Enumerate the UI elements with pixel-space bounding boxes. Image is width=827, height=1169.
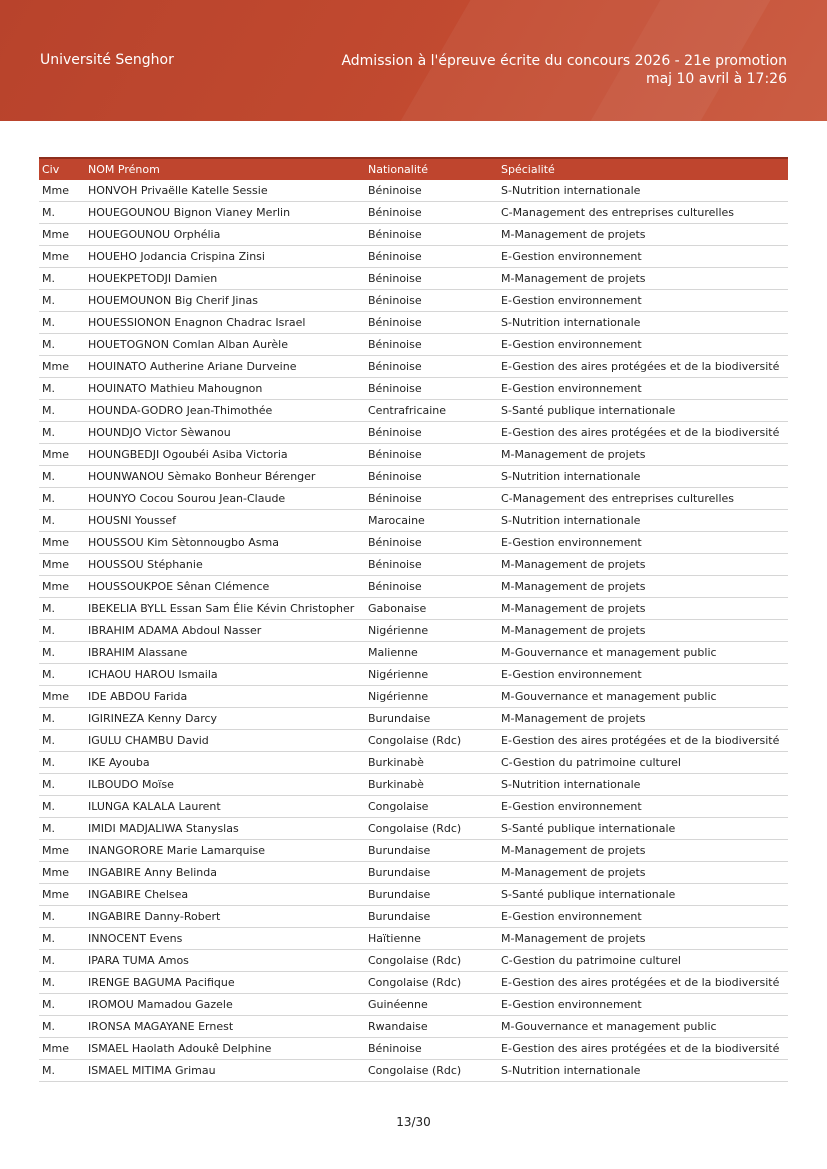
table-row [39,554,788,576]
cell-specialty: M-Management de projets [498,840,788,862]
cell-name: IBRAHIM Alassane [85,642,365,664]
cell-name: IKE Ayouba [85,752,365,774]
cell-specialty: M-Management de projets [498,598,788,620]
cell-name: HOUSSOU Kim Sètonnougbo Asma [85,532,365,554]
cell-name: HOUEKPETODJI Damien [85,268,365,290]
table-row [39,400,788,422]
cell-civ: M. [39,488,85,510]
table-row [39,796,788,818]
cell-civ: M. [39,202,85,224]
column-header-civ: Civ [42,163,60,176]
cell-name: HOUEGOUNOU Bignon Vianey Merlin [85,202,365,224]
cell-name: ISMAEL MITIMA Grimau [85,1060,365,1082]
cell-civ: Mme [39,884,85,906]
table-row [39,466,788,488]
table-row [39,334,788,356]
cell-nationality: Nigérienne [365,664,498,686]
cell-name: HOUINATO Mathieu Mahougnon [85,378,365,400]
table-row [39,840,788,862]
cell-civ: M. [39,928,85,950]
cell-nationality: Congolaise (Rdc) [365,818,498,840]
cell-name: HOUEMOUNON Big Cherif Jinas [85,290,365,312]
cell-name: INGABIRE Danny-Robert [85,906,365,928]
cell-specialty: M-Management de projets [498,620,788,642]
cell-specialty: M-Gouvernance et management public [498,1016,788,1038]
cell-civ: M. [39,906,85,928]
cell-name: IRENGE BAGUMA Pacifique [85,972,365,994]
page-number: 13/30 [396,1115,431,1129]
cell-civ: Mme [39,356,85,378]
cell-specialty: C-Management des entreprises culturelles [498,202,788,224]
cell-specialty: M-Management de projets [498,554,788,576]
table-row [39,884,788,906]
cell-specialty: M-Management de projets [498,708,788,730]
cell-name: IGULU CHAMBU David [85,730,365,752]
cell-name: HOUSNI Youssef [85,510,365,532]
cell-nationality: Burundaise [365,884,498,906]
cell-civ: M. [39,1016,85,1038]
cell-specialty: E-Gestion environnement [498,246,788,268]
cell-name: IROMOU Mamadou Gazele [85,994,365,1016]
cell-specialty: S-Santé publique internationale [498,818,788,840]
table-row [39,972,788,994]
cell-specialty: M-Gouvernance et management public [498,642,788,664]
cell-name: IGIRINEZA Kenny Darcy [85,708,365,730]
cell-specialty: S-Nutrition internationale [498,180,788,202]
cell-civ: M. [39,422,85,444]
cell-name: INGABIRE Anny Belinda [85,862,365,884]
cell-nationality: Nigérienne [365,620,498,642]
table-row [39,356,788,378]
cell-name: HOUSSOUKPOE Sênan Clémence [85,576,365,598]
table-row [39,950,788,972]
cell-civ: Mme [39,444,85,466]
cell-nationality: Burkinabè [365,774,498,796]
cell-civ: Mme [39,554,85,576]
cell-civ: Mme [39,180,85,202]
column-header-nationality: Nationalité [368,163,428,176]
cell-civ: M. [39,774,85,796]
cell-specialty: E-Gestion environnement [498,378,788,400]
cell-name: ISMAEL Haolath Adoukê Delphine [85,1038,365,1060]
cell-specialty: E-Gestion des aires protégées et de la biodiversité [498,730,788,752]
cell-nationality: Béninoise [365,576,498,598]
table-row [39,642,788,664]
cell-specialty: E-Gestion environnement [498,334,788,356]
cell-specialty: E-Gestion environnement [498,290,788,312]
cell-specialty: E-Gestion environnement [498,532,788,554]
cell-specialty: M-Management de projets [498,268,788,290]
cell-name: HOUNWANOU Sèmako Bonheur Bérenger [85,466,365,488]
table-row [39,774,788,796]
table-row [39,510,788,532]
cell-nationality: Burundaise [365,906,498,928]
page-header [0,0,827,121]
cell-civ: Mme [39,576,85,598]
cell-nationality: Béninoise [365,356,498,378]
column-header-name: NOM Prénom [88,163,160,176]
table-row [39,202,788,224]
table-row [39,378,788,400]
cell-civ: M. [39,620,85,642]
cell-specialty: M-Management de projets [498,928,788,950]
cell-name: ILBOUDO Moïse [85,774,365,796]
cell-specialty: S-Nutrition internationale [498,1060,788,1082]
cell-name: INNOCENT Evens [85,928,365,950]
cell-name: HOUNDA-GODRO Jean-Thimothée [85,400,365,422]
table-row [39,246,788,268]
table-row [39,488,788,510]
cell-name: HOUNDJO Victor Sèwanou [85,422,365,444]
cell-specialty: C-Management des entreprises culturelles [498,488,788,510]
table-row [39,312,788,334]
table-row [39,708,788,730]
cell-nationality: Béninoise [365,532,498,554]
cell-name: IDE ABDOU Farida [85,686,365,708]
cell-name: HOUESSIONON Enagnon Chadrac Israel [85,312,365,334]
cell-nationality: Béninoise [365,334,498,356]
cell-specialty: S-Santé publique internationale [498,884,788,906]
cell-specialty: S-Nutrition internationale [498,774,788,796]
table-row [39,1060,788,1082]
cell-civ: M. [39,950,85,972]
cell-civ: M. [39,598,85,620]
cell-civ: M. [39,972,85,994]
cell-nationality: Congolaise [365,796,498,818]
cell-nationality: Burundaise [365,862,498,884]
table-row [39,686,788,708]
table-row [39,290,788,312]
table-row [39,598,788,620]
cell-civ: M. [39,818,85,840]
cell-name: HOUEHO Jodancia Crispina Zinsi [85,246,365,268]
cell-nationality: Malienne [365,642,498,664]
cell-civ: M. [39,290,85,312]
cell-specialty: S-Nutrition internationale [498,510,788,532]
cell-specialty: C-Gestion du patrimoine culturel [498,950,788,972]
cell-nationality: Congolaise (Rdc) [365,730,498,752]
cell-nationality: Burkinabè [365,752,498,774]
cell-nationality: Gabonaise [365,598,498,620]
table-row [39,862,788,884]
cell-specialty: M-Management de projets [498,224,788,246]
cell-specialty: E-Gestion environnement [498,664,788,686]
table-row [39,268,788,290]
cell-nationality: Rwandaise [365,1016,498,1038]
cell-nationality: Béninoise [365,1038,498,1060]
cell-civ: M. [39,664,85,686]
cell-nationality: Béninoise [365,202,498,224]
cell-civ: M. [39,334,85,356]
cell-nationality: Marocaine [365,510,498,532]
cell-nationality: Béninoise [365,268,498,290]
cell-civ: M. [39,796,85,818]
cell-name: HOUETOGNON Comlan Alban Aurèle [85,334,365,356]
cell-name: INANGORORE Marie Lamarquise [85,840,365,862]
cell-civ: M. [39,708,85,730]
cell-name: IBEKELIA BYLL Essan Sam Élie Kévin Christopher [85,598,365,620]
cell-civ: Mme [39,686,85,708]
cell-nationality: Nigérienne [365,686,498,708]
table-row [39,818,788,840]
cell-specialty: S-Santé publique internationale [498,400,788,422]
cell-name: HONVOH Privaëlle Katelle Sessie [85,180,365,202]
column-header-specialty: Spécialité [501,163,555,176]
cell-specialty: E-Gestion des aires protégées et de la biodiversité [498,1038,788,1060]
admission-table [39,157,788,1082]
cell-specialty: M-Management de projets [498,862,788,884]
cell-name: HOUEGOUNOU Orphélia [85,224,365,246]
cell-name: HOUSSOU Stéphanie [85,554,365,576]
cell-civ: M. [39,378,85,400]
table-row [39,928,788,950]
cell-name: HOUINATO Autherine Ariane Durveine [85,356,365,378]
cell-civ: M. [39,642,85,664]
cell-civ: Mme [39,840,85,862]
cell-name: IRONSA MAGAYANE Ernest [85,1016,365,1038]
cell-nationality: Béninoise [365,466,498,488]
cell-nationality: Béninoise [365,224,498,246]
cell-nationality: Congolaise (Rdc) [365,1060,498,1082]
table-row [39,664,788,686]
table-row [39,730,788,752]
table-header-row [39,158,788,180]
table-row [39,752,788,774]
cell-nationality: Béninoise [365,444,498,466]
cell-name: IMIDI MADJALIWA Stanyslas [85,818,365,840]
cell-nationality: Béninoise [365,290,498,312]
cell-name: ICHAOU HAROU Ismaila [85,664,365,686]
table-row [39,906,788,928]
cell-specialty: E-Gestion environnement [498,796,788,818]
table-row [39,576,788,598]
cell-name: ILUNGA KALALA Laurent [85,796,365,818]
cell-civ: Mme [39,224,85,246]
cell-civ: M. [39,268,85,290]
cell-civ: Mme [39,1038,85,1060]
cell-name: IBRAHIM ADAMA Abdoul Nasser [85,620,365,642]
cell-specialty: M-Management de projets [498,576,788,598]
table-row [39,1016,788,1038]
table-row [39,422,788,444]
cell-specialty: E-Gestion des aires protégées et de la biodiversité [498,422,788,444]
cell-nationality: Centrafricaine [365,400,498,422]
cell-specialty: M-Management de projets [498,444,788,466]
cell-specialty: E-Gestion des aires protégées et de la biodiversité [498,972,788,994]
cell-nationality: Burundaise [365,840,498,862]
update-timestamp: maj 10 avril à 17:26 [645,71,787,87]
organization-name: Université Senghor [40,52,174,68]
cell-nationality: Béninoise [365,378,498,400]
cell-specialty: M-Gouvernance et management public [498,686,788,708]
cell-nationality: Béninoise [365,246,498,268]
cell-name: HOUNYO Cocou Sourou Jean-Claude [85,488,365,510]
cell-specialty: C-Gestion du patrimoine culturel [498,752,788,774]
cell-civ: M. [39,1060,85,1082]
cell-name: IPARA TUMA Amos [85,950,365,972]
table-row [39,224,788,246]
cell-civ: Mme [39,532,85,554]
table-row [39,532,788,554]
cell-name: HOUNGBEDJI Ogoubéi Asiba Victoria [85,444,365,466]
cell-specialty: E-Gestion environnement [498,994,788,1016]
cell-civ: M. [39,466,85,488]
cell-specialty: S-Nutrition internationale [498,466,788,488]
cell-nationality: Congolaise (Rdc) [365,950,498,972]
cell-civ: M. [39,400,85,422]
cell-nationality: Béninoise [365,312,498,334]
cell-nationality: Béninoise [365,422,498,444]
cell-specialty: E-Gestion environnement [498,906,788,928]
cell-nationality: Guinéenne [365,994,498,1016]
cell-nationality: Béninoise [365,488,498,510]
cell-name: INGABIRE Chelsea [85,884,365,906]
cell-nationality: Haïtienne [365,928,498,950]
cell-specialty: E-Gestion des aires protégées et de la biodiversité [498,356,788,378]
cell-civ: M. [39,510,85,532]
table-row [39,1038,788,1060]
header-info [341,52,787,88]
cell-civ: M. [39,730,85,752]
table-body [39,180,788,1082]
table-row [39,444,788,466]
cell-civ: Mme [39,862,85,884]
table-row [39,994,788,1016]
cell-nationality: Béninoise [365,554,498,576]
cell-civ: Mme [39,246,85,268]
cell-nationality: Burundaise [365,708,498,730]
table-row [39,620,788,642]
cell-civ: M. [39,994,85,1016]
cell-nationality: Congolaise (Rdc) [365,972,498,994]
cell-civ: M. [39,752,85,774]
cell-specialty: S-Nutrition internationale [498,312,788,334]
document-title: Admission à l'épreuve écrite du concours 2026 - 21e promotion [341,53,787,69]
cell-civ: M. [39,312,85,334]
table-row [39,180,788,202]
cell-nationality: Béninoise [365,180,498,202]
